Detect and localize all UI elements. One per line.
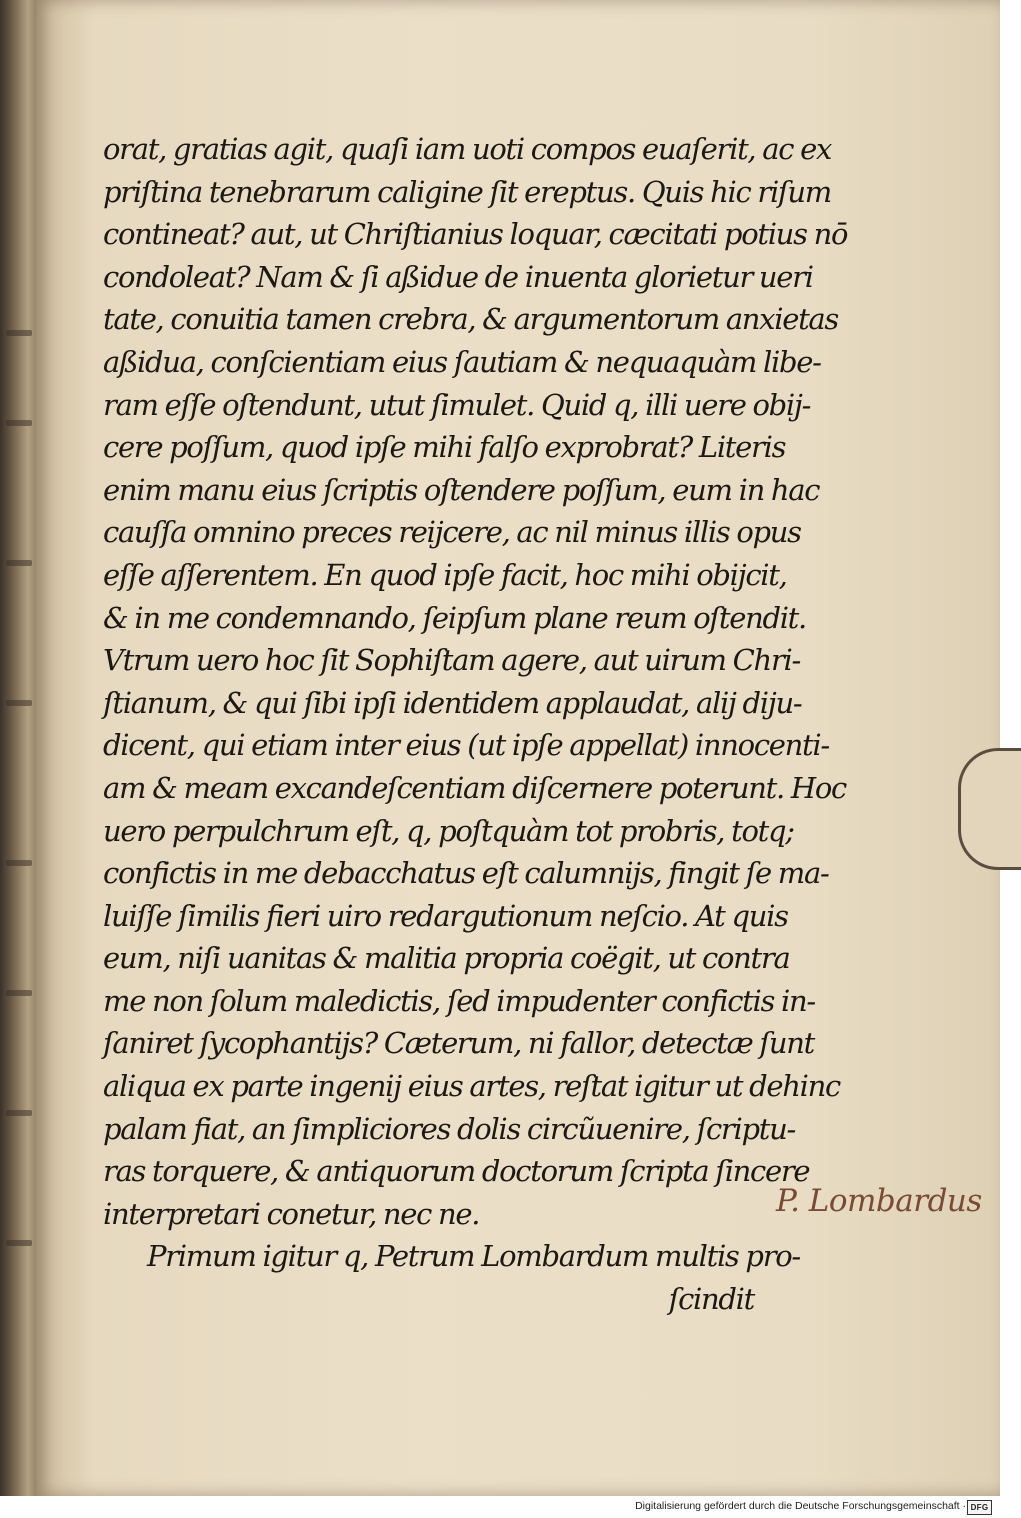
facing-page-edge (0, 0, 40, 1496)
text-line: me non ſolum maledictis, ſed impudenter confictis in- (103, 983, 815, 1018)
text-line: eſſe aſſerentem. En quod ipſe facit, hoc mihi obijcit, (103, 557, 787, 592)
text-line: & in me condemnando, ſeipſum plane reum oſtendit. (103, 600, 806, 635)
text-line: Vtrum uero hoc ſit Sophiſtam agere, aut uirum Chri- (103, 643, 800, 678)
text-line: luiſſe ſimilis fieri uiro redargutionum neſcio. At quis (103, 898, 788, 933)
text-line: tate, conuitia tamen crebra, & argumentorum anxietas (103, 302, 839, 337)
text-line: aliqua ex parte ingenij eius artes, reſtat igitur ut dehinc (103, 1069, 840, 1104)
text-line: uero perpulchrum eſt, q, poſtquàm tot probris, totq; (103, 813, 794, 848)
text-line: contineat? aut, ut Chriſtianius loquar, cæcitati potius nō (103, 217, 848, 252)
text-line: condoleat? Nam & ſi aßidue de inuenta glorietur ueri (103, 259, 813, 294)
text-line: cere poſſum, quod ipſe mihi falſo exprobrat? Literis (103, 430, 786, 465)
text-line: confictis in me debacchatus eſt calumnijs, fingit ſe ma- (103, 856, 829, 891)
page-tab-notch (958, 748, 1021, 870)
digitization-footer (0, 1496, 1000, 1518)
text-line: orat, gratias agit, quaſi iam uoti compos euaſerit, ac ex (103, 132, 832, 166)
text-line: ſtianum, & qui ſibi ipſi identidem applaudat, alij diju- (103, 685, 802, 720)
text-line: eum, niſi uanitas & malitia propria coëgit, ut contra (103, 941, 790, 976)
text-line: ras torquere, & antiquorum doctorum ſcripta ſincere (103, 1154, 810, 1189)
dfg-logo: DFG (967, 1500, 992, 1515)
text-line: ram eſſe oſtendunt, utut ſimulet. Quid q, illi uere obij- (103, 387, 811, 422)
text-line: cauſſa omnino preces reijcere, ac nil minus illis opus (103, 515, 801, 550)
text-line: palam fiat, an ſimpliciores dolis circũuenire, ſcriptu- (103, 1111, 795, 1146)
text-line: am & meam excandeſcentiam diſcernere poterunt. Hoc (103, 770, 846, 805)
main-text-block (103, 128, 848, 1321)
text-line: ſaniret ſycophantijs? Cæterum, ni fallor, detectæ ſunt (103, 1026, 814, 1061)
handwritten-marginal-note: P. Lombardus (776, 1183, 982, 1219)
text-line: priſtina tenebrarum caligine ſit ereptus. Quis hic riſum (103, 174, 831, 209)
text-line: aßidua, conſcientiam eius ſautiam & nequaquàm libe- (103, 344, 821, 379)
text-line: interpretari conetur, nec ne. (103, 1196, 480, 1231)
paragraph-start-line: Primum igitur q, Petrum Lombardum multis pro- (147, 1239, 800, 1274)
catchword: ſcindit (668, 1282, 754, 1317)
text-line: enim manu eius ſcriptis oſtendere poſſum, eum in hac (103, 472, 820, 507)
text-line: dicent, qui etiam inter eius (ut ipſe appellat) innocenti- (103, 728, 829, 763)
funding-credit: Digitalisierung gefördert durch die Deutsche Forschungsgemeinschaft · (635, 1500, 966, 1512)
